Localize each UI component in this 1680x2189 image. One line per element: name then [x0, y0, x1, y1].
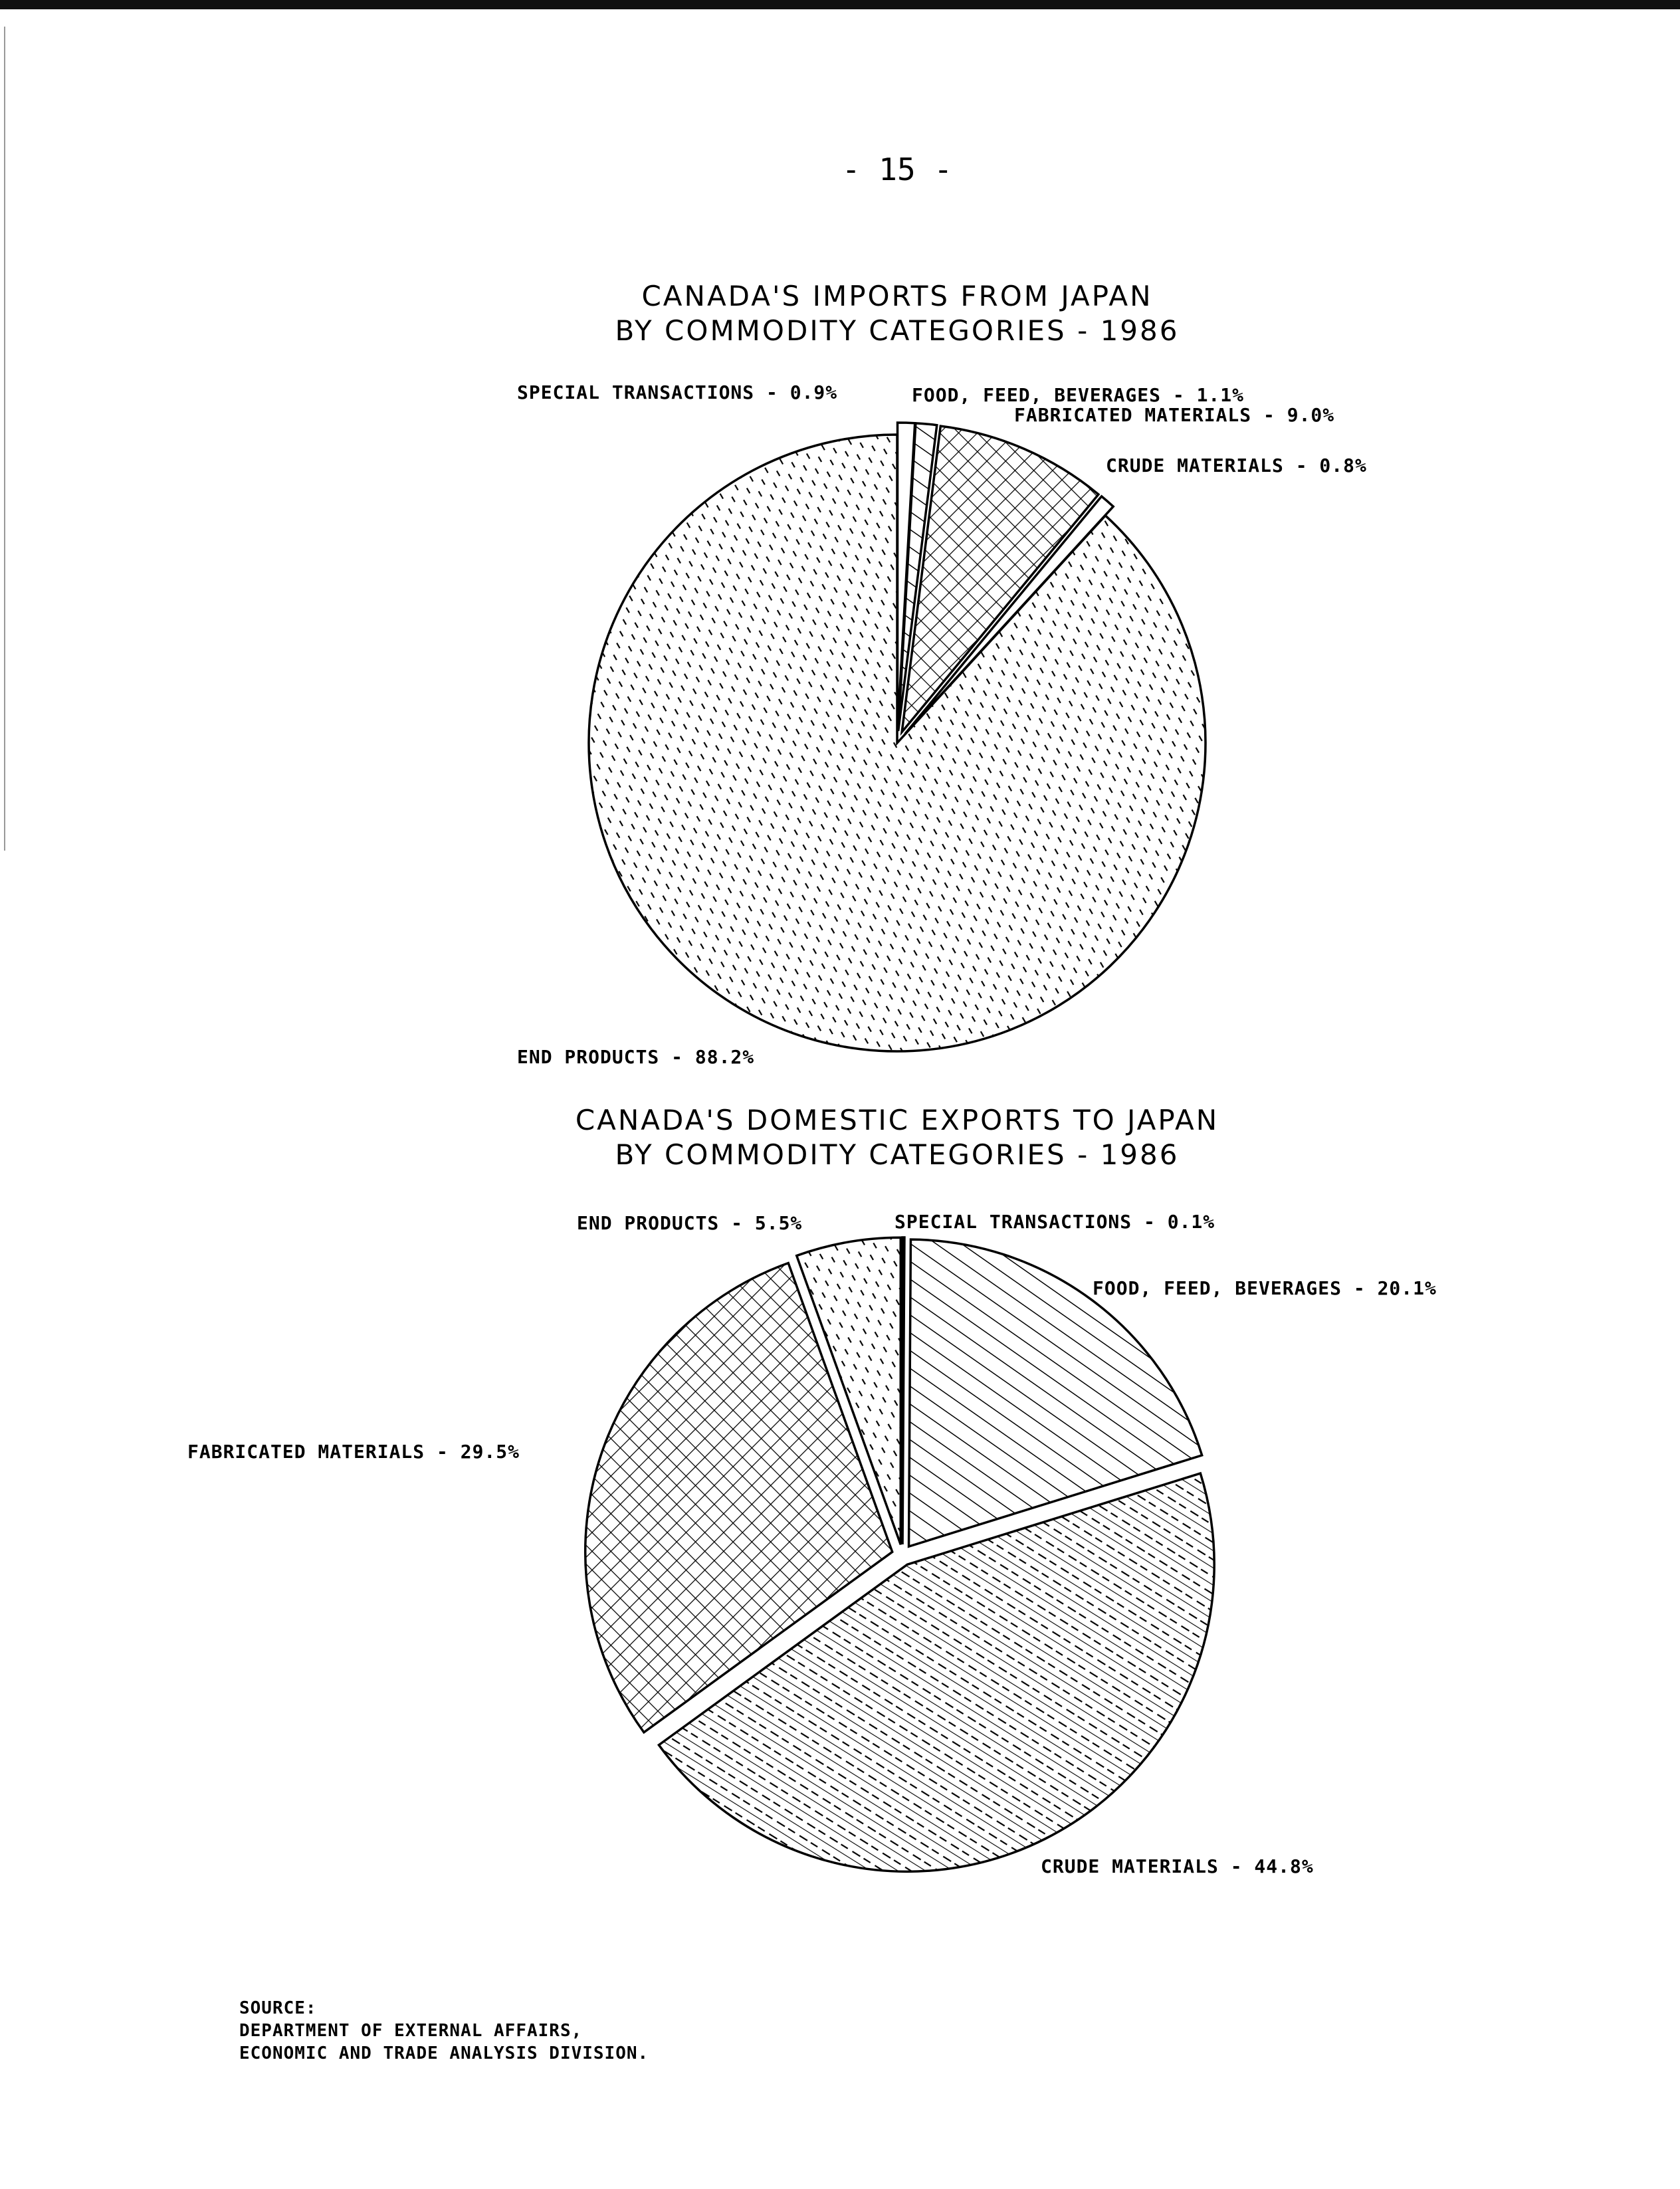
exports-label-fabricated-materials: FABRICATED MATERIALS - 29.5% — [187, 1441, 520, 1463]
exports-chart-subtitle: BY COMMODITY CATEGORIES - 1986 — [615, 1138, 1180, 1171]
page-number: - 15 - — [841, 152, 953, 187]
imports-slice-end-products — [589, 435, 1206, 1051]
exports-label-crude-materials: CRUDE MATERIALS - 44.8% — [1041, 1855, 1314, 1877]
source-note — [239, 1997, 649, 2065]
exports-slice-special-transactions — [902, 1237, 904, 1544]
imports-label-special-transactions: SPECIAL TRANSACTIONS - 0.9% — [517, 381, 838, 403]
source-heading: SOURCE: — [239, 1998, 317, 2018]
exports-pie — [585, 1237, 1214, 1871]
source-line-1: DEPARTMENT OF EXTERNAL AFFAIRS, — [239, 2021, 583, 2041]
exports-label-special-transactions: SPECIAL TRANSACTIONS - 0.1% — [894, 1211, 1215, 1233]
imports-label-fabricated-materials: FABRICATED MATERIALS - 9.0% — [1014, 404, 1335, 426]
imports-chart-subtitle: BY COMMODITY CATEGORIES - 1986 — [615, 314, 1180, 347]
imports-label-crude-materials: CRUDE MATERIALS - 0.8% — [1106, 455, 1367, 476]
imports-label-end-products: END PRODUCTS - 88.2% — [517, 1046, 755, 1068]
exports-label-end-products: END PRODUCTS - 5.5% — [577, 1212, 803, 1234]
imports-chart-title: CANADA'S IMPORTS FROM JAPAN — [641, 280, 1153, 312]
imports-label-food-feed-beverages: FOOD, FEED, BEVERAGES - 1.1% — [912, 384, 1245, 406]
source-line-2: ECONOMIC AND TRADE ANALYSIS DIVISION. — [239, 2043, 649, 2063]
exports-chart-title: CANADA'S DOMESTIC EXPORTS TO JAPAN — [575, 1104, 1219, 1136]
exports-label-food-feed-beverages: FOOD, FEED, BEVERAGES - 20.1% — [1093, 1277, 1437, 1299]
imports-pie — [589, 423, 1206, 1051]
